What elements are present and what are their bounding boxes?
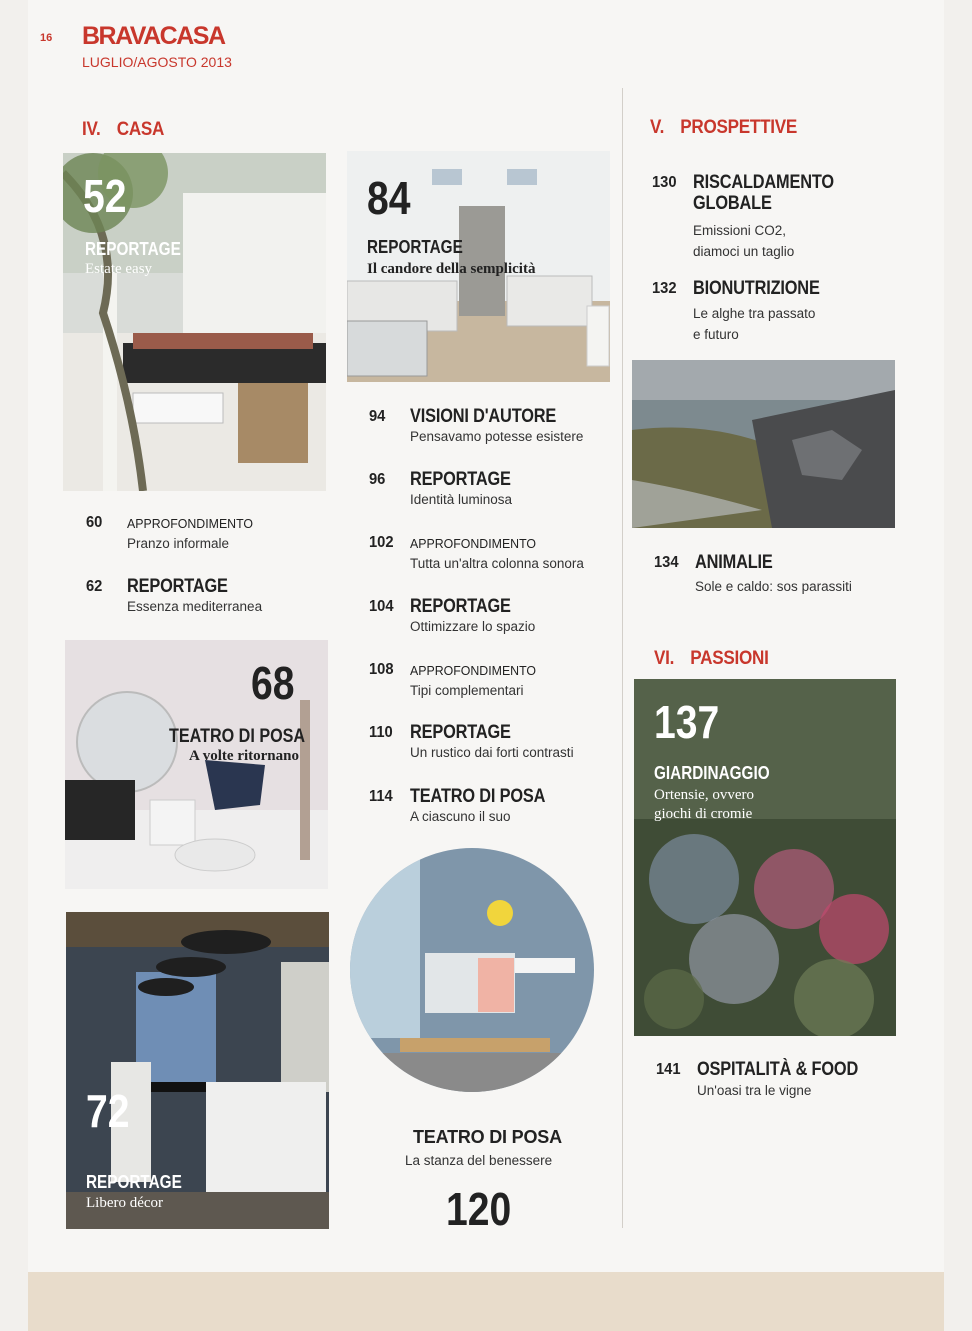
entry-page: 114 — [369, 788, 393, 805]
column-divider — [622, 88, 623, 1228]
feature-title: REPORTAGE — [86, 1172, 182, 1192]
feature-page-number: 72 — [86, 1085, 130, 1137]
feature-image-84[interactable] — [347, 151, 610, 382]
issue-date: LUGLIO/AGOSTO 2013 — [82, 54, 232, 70]
entry-page: 104 — [369, 598, 394, 615]
entry-title: VISIONI D'AUTORE — [410, 406, 557, 427]
entry-title: APPROFONDIMENTO — [410, 536, 537, 551]
feature-title: REPORTAGE — [367, 237, 463, 257]
entry-desc: Tutta un'altra colonna sonora — [410, 556, 584, 571]
entry-page: 110 — [369, 724, 393, 741]
section-number: IV. — [82, 119, 101, 140]
feature-subtitle: Libero décor — [86, 1195, 164, 1211]
entry-page: 134 — [654, 554, 679, 571]
feature-page-number: 137 — [654, 696, 720, 748]
feature-page-number: 52 — [83, 170, 127, 222]
entry-desc: Tipi complementari — [410, 683, 524, 698]
coast-photo — [632, 360, 895, 528]
feature-page-number: 84 — [367, 172, 411, 224]
feature-120-page-number: 120 — [446, 1183, 512, 1235]
section-number: VI. — [654, 648, 675, 669]
feature-subtitle: Il candore della semplicità — [367, 261, 536, 277]
feature-subtitle: Estate easy — [85, 261, 153, 277]
entry-title: OSPITALITÀ & FOOD — [697, 1059, 859, 1080]
feature-image-137[interactable] — [634, 679, 896, 1036]
entry-page: 94 — [369, 408, 386, 425]
coast-image[interactable] — [632, 360, 895, 528]
feature-title: TEATRO DI POSA — [169, 726, 306, 747]
entry-desc-line1: Le alghe tra passato — [693, 306, 816, 321]
entry-page: 102 — [369, 534, 394, 551]
feature-image-68[interactable] — [65, 640, 328, 889]
brand-logo: BRAVACASA — [82, 22, 225, 50]
section-heading-passioni — [654, 648, 769, 670]
entry-desc: Un rustico dai forti contrasti — [410, 745, 574, 760]
entry-title: REPORTAGE — [410, 469, 511, 490]
entry-title-line2: GLOBALE — [693, 193, 772, 214]
entry-title: REPORTAGE — [127, 576, 228, 597]
section-heading-prospettive — [650, 117, 797, 139]
feature-image-72[interactable] — [66, 912, 329, 1229]
entry-page: 60 — [86, 514, 103, 531]
entry-page: 62 — [86, 578, 103, 595]
feature-subtitle: A volte ritornano — [189, 748, 299, 764]
feature-title: GIARDINAGGIO — [654, 763, 770, 783]
entry-desc: Identità luminosa — [410, 492, 513, 507]
entry-desc: Essenza mediterranea — [127, 599, 263, 614]
feature-120-caption[interactable] — [405, 1127, 562, 1168]
entry-title: BIONUTRIZIONE — [693, 278, 820, 299]
page-number: 16 — [40, 32, 53, 44]
section-name: PROSPETTIVE — [680, 117, 798, 138]
bathroom-photo — [350, 848, 594, 1092]
entry-desc: Pranzo informale — [127, 536, 230, 551]
section-heading-casa — [82, 119, 164, 141]
section-name: CASA — [116, 119, 165, 140]
entry-desc: Ottimizzare lo spazio — [410, 619, 536, 634]
entry-desc-line2: diamoci un taglio — [693, 244, 795, 259]
entry-page: 96 — [369, 471, 386, 488]
feature-title: REPORTAGE — [85, 239, 181, 259]
feature-subtitle: La stanza del benessere — [405, 1153, 553, 1168]
entry-desc-line2: e futuro — [693, 327, 739, 342]
entry-desc-line1: Emissioni CO2, — [693, 223, 787, 238]
entry-page: 132 — [652, 280, 677, 297]
entry-title: REPORTAGE — [410, 722, 511, 743]
entry-desc: Un'oasi tra le vigne — [697, 1083, 812, 1098]
entry-title: ANIMALIE — [695, 552, 773, 573]
feature-page-number: 68 — [251, 657, 295, 709]
page-bottom-strip — [28, 1272, 944, 1331]
entry-desc: A ciascuno il suo — [410, 809, 511, 824]
entry-desc: Sole e caldo: sos parassiti — [695, 579, 852, 594]
feature-image-120[interactable] — [350, 848, 594, 1092]
entry-title: APPROFONDIMENTO — [410, 663, 537, 678]
feature-subtitle-line1: Ortensie, ovvero — [654, 787, 754, 803]
feature-title: TEATRO DI POSA — [413, 1127, 562, 1147]
section-number: V. — [650, 117, 665, 138]
entry-page: 130 — [652, 174, 677, 191]
section-name: PASSIONI — [690, 648, 769, 669]
feature-image-52[interactable] — [63, 153, 326, 491]
entry-title: APPROFONDIMENTO — [127, 516, 254, 531]
entry-title-line1: RISCALDAMENTO — [693, 172, 834, 193]
entry-desc: Pensavamo potesse esistere — [410, 429, 584, 444]
entry-page: 141 — [656, 1061, 681, 1078]
entry-title: TEATRO DI POSA — [410, 786, 546, 807]
entry-title: REPORTAGE — [410, 596, 511, 617]
feature-subtitle-line2: giochi di cromie — [654, 806, 753, 822]
entry-page: 108 — [369, 661, 394, 678]
